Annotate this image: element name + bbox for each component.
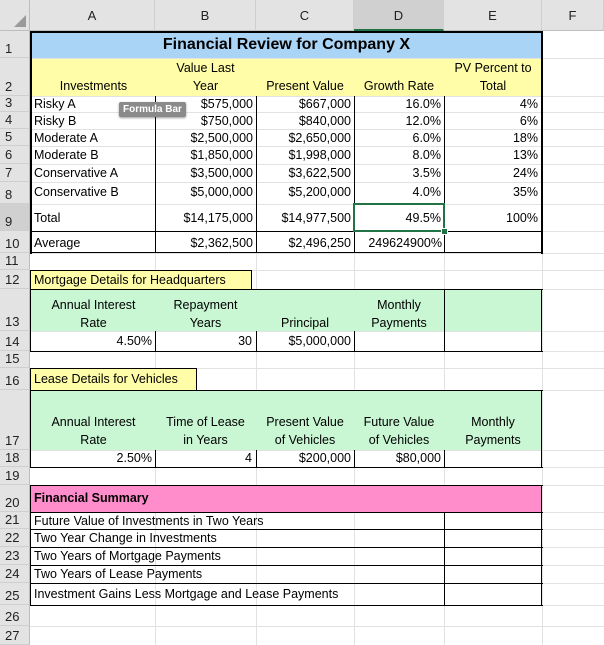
row-header-20[interactable]: 20 bbox=[0, 485, 30, 512]
investment-present[interactable]: $840,000 bbox=[298, 114, 351, 128]
row-header-14[interactable]: 14 bbox=[0, 331, 30, 351]
header-value-last[interactable]: Value Last bbox=[176, 61, 235, 75]
investment-name[interactable]: Conservative A bbox=[34, 166, 119, 180]
row-header-11[interactable]: 11 bbox=[0, 253, 30, 270]
row-header-12[interactable]: 12 bbox=[0, 270, 30, 289]
column-header-e[interactable]: E bbox=[444, 0, 542, 31]
select-all-corner[interactable] bbox=[0, 0, 30, 31]
column-header-b[interactable]: B bbox=[155, 0, 256, 31]
row-header-27[interactable]: 27 bbox=[0, 626, 30, 645]
row-header-16[interactable]: 16 bbox=[0, 368, 30, 390]
lease-fv[interactable]: $80,000 bbox=[395, 451, 441, 465]
investment-growth[interactable]: 8.0% bbox=[412, 148, 441, 162]
lease-rate-header-2: Rate bbox=[80, 433, 107, 447]
lease-time[interactable]: 4 bbox=[245, 451, 252, 465]
investment-value[interactable]: $750,000 bbox=[200, 114, 253, 128]
row-header-9[interactable]: 9 bbox=[0, 204, 30, 231]
row-header-18[interactable]: 18 bbox=[0, 450, 30, 467]
investment-growth[interactable]: 3.5% bbox=[412, 166, 441, 180]
row-header-8[interactable]: 8 bbox=[0, 182, 30, 204]
row-header-23[interactable]: 23 bbox=[0, 547, 30, 565]
average-value[interactable]: $2,362,500 bbox=[190, 236, 253, 250]
investment-value[interactable]: $2,500,000 bbox=[190, 131, 253, 145]
header-total: Total bbox=[479, 79, 507, 93]
average-present[interactable]: $2,496,250 bbox=[288, 236, 351, 250]
lease-rate[interactable]: 2.50% bbox=[116, 451, 152, 465]
total-value[interactable]: $14,175,000 bbox=[183, 211, 253, 225]
row-header-17[interactable]: 17 bbox=[0, 390, 30, 450]
lease-pv[interactable]: $200,000 bbox=[298, 451, 351, 465]
row-header-21[interactable]: 21 bbox=[0, 512, 30, 529]
average-label[interactable]: Average bbox=[34, 236, 81, 250]
investment-pv[interactable]: 6% bbox=[519, 114, 538, 128]
investment-value[interactable]: $1,850,000 bbox=[190, 148, 253, 162]
header-pv-percent[interactable]: PV Percent to bbox=[454, 61, 532, 75]
lease-time-header-2: in Years bbox=[183, 433, 228, 447]
investment-value[interactable]: $3,500,000 bbox=[190, 166, 253, 180]
investment-value[interactable]: $5,000,000 bbox=[190, 185, 253, 199]
investment-name[interactable]: Risky A bbox=[34, 97, 76, 111]
mortgage-principal[interactable]: $5,000,000 bbox=[288, 334, 351, 348]
summary-item[interactable]: Two Years of Mortgage Payments bbox=[34, 549, 221, 563]
column-header-c[interactable]: C bbox=[256, 0, 354, 31]
lease-pv-header-2: of Vehicles bbox=[274, 433, 336, 447]
average-growth[interactable]: 249624900% bbox=[368, 236, 442, 250]
row-header-6[interactable]: 6 bbox=[0, 146, 30, 164]
row-header-5[interactable]: 5 bbox=[0, 129, 30, 146]
summary-item[interactable]: Two Year Change in Investments bbox=[34, 531, 217, 545]
row-header-3[interactable]: 3 bbox=[0, 96, 30, 112]
selected-cell[interactable] bbox=[353, 203, 445, 232]
investment-growth[interactable]: 16.0% bbox=[405, 97, 441, 111]
header-present-value[interactable]: Present Value bbox=[266, 79, 344, 93]
total-pv[interactable]: 100% bbox=[506, 211, 538, 225]
investment-name[interactable]: Conservative B bbox=[34, 185, 119, 199]
investment-growth[interactable]: 12.0% bbox=[405, 114, 441, 128]
formula-bar-tooltip: Formula Bar bbox=[119, 102, 186, 117]
row-header-24[interactable]: 24 bbox=[0, 565, 30, 583]
investment-value[interactable]: $575,000 bbox=[200, 97, 253, 111]
investment-pv[interactable]: 4% bbox=[519, 97, 538, 111]
investment-present[interactable]: $1,998,000 bbox=[288, 148, 351, 162]
mortgage-years[interactable]: 30 bbox=[238, 334, 252, 348]
row-header-22[interactable]: 22 bbox=[0, 529, 30, 547]
mortgage-years-header[interactable]: Repayment bbox=[173, 298, 238, 312]
lease-time-header[interactable]: Time of Lease bbox=[166, 415, 245, 429]
row-header-10[interactable]: 10 bbox=[0, 231, 30, 253]
column-header-f[interactable]: F bbox=[542, 0, 604, 31]
investment-present[interactable]: $5,200,000 bbox=[288, 185, 351, 199]
lease-fv-header[interactable]: Future Value bbox=[363, 415, 435, 429]
mortgage-years-header-2: Years bbox=[189, 316, 222, 330]
investment-pv[interactable]: 18% bbox=[512, 131, 538, 145]
total-label[interactable]: Total bbox=[34, 211, 61, 225]
investment-present[interactable]: $667,000 bbox=[298, 97, 351, 111]
summary-item[interactable]: Two Years of Lease Payments bbox=[34, 567, 203, 581]
row-header-7[interactable]: 7 bbox=[0, 164, 30, 182]
sheet-title[interactable]: Financial Review for Company X bbox=[162, 36, 411, 53]
investment-pv[interactable]: 35% bbox=[512, 185, 538, 199]
total-present[interactable]: $14,977,500 bbox=[281, 211, 351, 225]
row-header-25[interactable]: 25 bbox=[0, 583, 30, 605]
row-header-4[interactable]: 4 bbox=[0, 112, 30, 129]
investment-present[interactable]: $2,650,000 bbox=[288, 131, 351, 145]
row-header-13[interactable]: 13 bbox=[0, 289, 30, 331]
row-header-1[interactable]: 1 bbox=[0, 31, 30, 58]
select-all-icon bbox=[14, 15, 26, 27]
lease-rate-header[interactable]: Annual Interest bbox=[51, 415, 136, 429]
lease-fv-header-2: of Vehicles bbox=[368, 433, 430, 447]
header-investments[interactable]: Investments bbox=[59, 79, 128, 93]
investment-growth[interactable]: 6.0% bbox=[412, 131, 441, 145]
investment-name[interactable]: Moderate A bbox=[34, 131, 98, 145]
lease-title[interactable]: Lease Details for Vehicles bbox=[34, 372, 178, 386]
lease-pv-header[interactable]: Present Value bbox=[266, 415, 344, 429]
mortgage-rate-header[interactable]: Annual Interest bbox=[51, 298, 136, 312]
row-header-2[interactable]: 2 bbox=[0, 58, 30, 96]
lease-mp-header[interactable]: Monthly bbox=[471, 415, 515, 429]
summary-item[interactable]: Future Value of Investments in Two Years bbox=[34, 514, 264, 528]
investment-present[interactable]: $3,622,500 bbox=[288, 166, 351, 180]
investment-name[interactable]: Risky B bbox=[34, 114, 77, 128]
row-header-26[interactable]: 26 bbox=[0, 605, 30, 626]
column-header-a[interactable]: A bbox=[30, 0, 155, 31]
fill-handle[interactable] bbox=[441, 228, 448, 235]
investment-growth[interactable]: 4.0% bbox=[412, 185, 441, 199]
mortgage-principal-header[interactable]: Principal bbox=[281, 316, 329, 330]
mortgage-payments-header[interactable]: Monthly bbox=[377, 298, 421, 312]
summary-title[interactable]: Financial Summary bbox=[34, 491, 149, 505]
row-header-15[interactable]: 15 bbox=[0, 351, 30, 368]
mortgage-title[interactable]: Mortgage Details for Headquarters bbox=[34, 273, 226, 287]
investment-pv[interactable]: 13% bbox=[512, 148, 538, 162]
investment-pv[interactable]: 24% bbox=[512, 166, 538, 180]
header-growth-rate[interactable]: Growth Rate bbox=[363, 79, 435, 93]
investment-name[interactable]: Moderate B bbox=[34, 148, 99, 162]
header-year: Year bbox=[192, 79, 219, 93]
row-header-19[interactable]: 19 bbox=[0, 467, 30, 485]
column-header-d[interactable]: D bbox=[354, 0, 444, 31]
lease-mp-header-2: Payments bbox=[465, 433, 521, 447]
mortgage-rate[interactable]: 4.50% bbox=[116, 334, 152, 348]
summary-item[interactable]: Investment Gains Less Mortgage and Lease Payments bbox=[34, 587, 339, 601]
mortgage-payments-header-2: Payments bbox=[371, 316, 427, 330]
mortgage-rate-header-2: Rate bbox=[80, 316, 107, 330]
total-growth[interactable]: 49.5% bbox=[405, 211, 441, 225]
